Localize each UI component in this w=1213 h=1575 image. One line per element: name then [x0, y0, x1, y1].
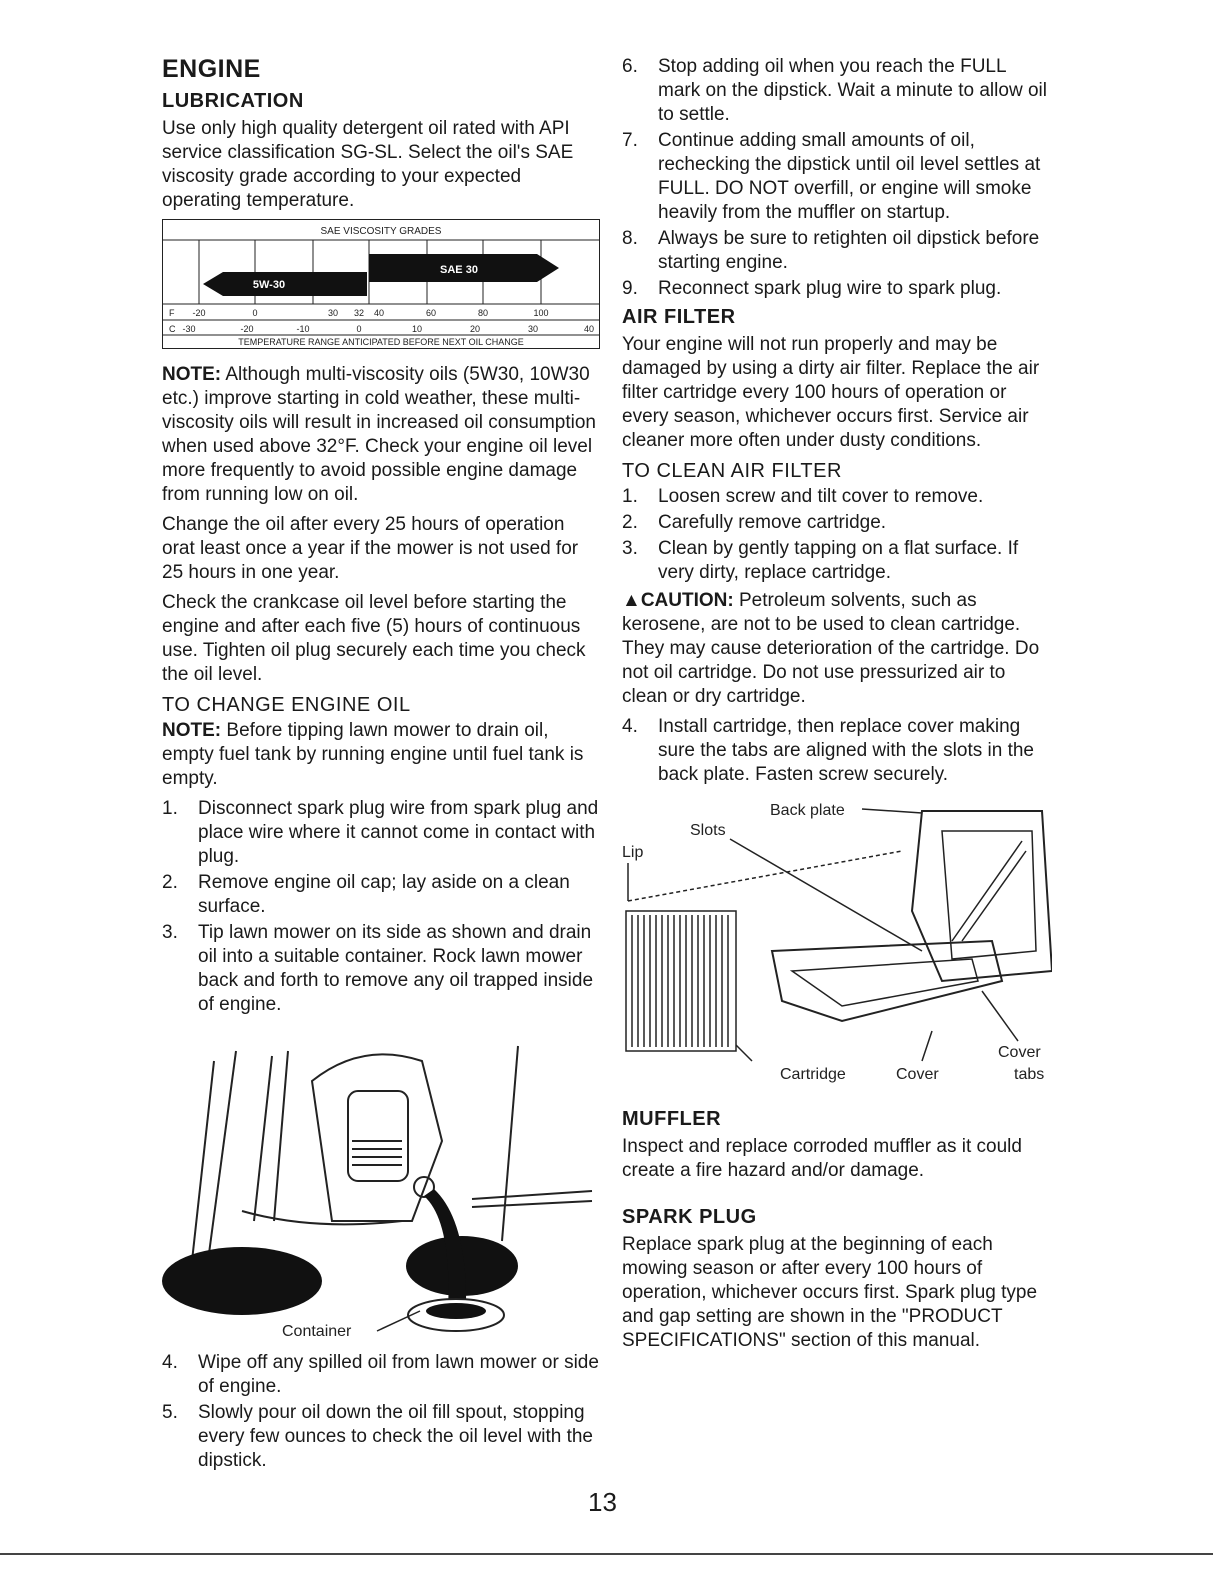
- f-tick-7: 100: [533, 308, 549, 318]
- c-tick-3: 0: [356, 324, 362, 334]
- f-tick-6: 80: [477, 308, 489, 318]
- para-change-oil: Change the oil after every 25 hours of operation orat least once a year if the mower is not used for 25 hours in one year.: [162, 514, 579, 583]
- c-tick-4: 10: [411, 324, 423, 334]
- list-item: 2. Carefully remove cartridge.: [622, 512, 887, 533]
- list-item: 4. Wipe off any spilled oil from lawn mower or side of engine.: [162, 1352, 599, 1397]
- caution-label: CAUTION:: [640, 590, 734, 611]
- lubrication-heading: LUBRICATION: [162, 90, 304, 112]
- change-oil-steps-1: [162, 797, 602, 1017]
- clean-air-filter-step-4: [622, 715, 1052, 787]
- c-tick-7: 40: [583, 324, 595, 334]
- lip-label: Lip: [622, 844, 644, 861]
- muffler-text: Inspect and replace corroded muffler as it could create a fire hazard and/or damage.: [622, 1136, 1022, 1181]
- chart-title: SAE VISCOSITY GRADES: [320, 226, 442, 237]
- note-text: Although multi-viscosity oils (5W30, 10W30 etc.) improve starting in cold weather, these multi-viscosity oils will result in increased oil consumption when used above 32°F. Check your engine oil level more frequently to avoid possible engine damage from running low on oil.: [162, 364, 597, 505]
- c-tick-2: -10: [296, 324, 310, 334]
- list-item: 2. Remove engine oil cap; lay aside on a clean surface.: [162, 872, 570, 917]
- warning-triangle-icon: ▲: [622, 590, 641, 611]
- page-number: 13: [588, 1487, 617, 1517]
- oil-drain-illustration: [162, 1021, 602, 1351]
- c-axis-label: C: [169, 324, 176, 334]
- spark-plug-heading: SPARK PLUG: [622, 1206, 757, 1228]
- note-label: NOTE:: [162, 720, 222, 741]
- right-column: [622, 55, 1052, 1359]
- spark-plug-text: Replace spark plug at the beginning of each mowing season or after every 100 hours of operation, whichever occurs first. Spark plug type and gap setting are shown in the "PRODUCT SPECIFICATIONS" section of this manual.: [622, 1234, 1038, 1351]
- list-item: 1. Disconnect spark plug wire from spark plug and place wire where it cannot come in contact with plug.: [162, 798, 599, 867]
- air-filter-heading: AIR FILTER: [622, 306, 736, 328]
- c-tick-1: -20: [240, 324, 254, 334]
- cover-label: Cover: [896, 1066, 939, 1083]
- back-plate-label: Back plate: [770, 802, 845, 819]
- list-item: 6. Stop adding oil when you reach the FULL mark on the dipstick. Wait a minute to allow oil to settle.: [622, 56, 1047, 125]
- list-item: 3. Clean by gently tapping on a flat surface. If very dirty, replace cartridge.: [622, 538, 1019, 583]
- change-oil-steps-2: [162, 1351, 602, 1473]
- container-label: Container: [282, 1323, 352, 1340]
- bottom-rule: [0, 1553, 1213, 1555]
- list-item: 4. Install cartridge, then replace cover making sure the tabs are aligned with the slots in the back plate. Fasten screw securely.: [622, 716, 1035, 785]
- clean-air-filter-heading: TO CLEAN AIR FILTER: [622, 460, 842, 482]
- sae30-label: SAE 30: [440, 264, 478, 276]
- left-column: [162, 55, 602, 1477]
- f-tick-0: -20: [192, 308, 206, 318]
- f-tick-3: 32: [353, 308, 365, 318]
- cartridge-label: Cartridge: [780, 1066, 846, 1083]
- change-oil-heading: TO CHANGE ENGINE OIL: [162, 694, 411, 716]
- list-item: 1. Loosen screw and tilt cover to remove.: [622, 486, 984, 507]
- cover-tabs-label-1: Cover: [998, 1044, 1041, 1061]
- caution-text: Petroleum solvents, such as kerosene, are not to be used to clean cartridge. They may cause deterioration of the cartridge. Do not oil cartridge. Do not use pressurized air to clean or dry cartridge.: [622, 590, 1040, 707]
- engine-title: ENGINE: [162, 55, 261, 83]
- change-oil-steps-3: [622, 55, 1052, 301]
- para-check-oil: Check the crankcase oil level before starting the engine and after each five (5) hours of continuous use. Tighten oil plug securely each time you check the oil level.: [162, 592, 586, 685]
- slots-label: Slots: [690, 822, 726, 839]
- note-label: NOTE:: [162, 364, 222, 385]
- list-item: 5. Slowly pour oil down the oil fill spout, stopping every few ounces to check the oil level with the dipstick.: [162, 1402, 593, 1471]
- air-filter-illustration: [622, 791, 1052, 1091]
- air-filter-intro: Your engine will not run properly and may be damaged by using a dirty air filter. Replace the air filter cartridge every 100 hours of operation or every season, whichever occurs first. Service air cleaner more often under dusty conditions.: [622, 334, 1040, 451]
- note-multi-viscosity: [162, 363, 602, 507]
- 5w30-label: 5W-30: [252, 279, 286, 291]
- cartridge-pleats: [626, 911, 736, 1051]
- f-tick-4: 40: [373, 308, 385, 318]
- muffler-heading: MUFFLER: [622, 1108, 722, 1130]
- lubrication-intro: Use only high quality detergent oil rated with API service classification SG-SL. Select the oil's SAE viscosity grade according to your expected operating temperature.: [162, 118, 574, 211]
- f-tick-5: 60: [425, 308, 437, 318]
- note-tipping: [162, 719, 602, 791]
- list-item: 3. Tip lawn mower on its side as shown and drain oil into a suitable container. Rock lawn mower back and forth to remove any oil trapped inside of engine.: [162, 922, 594, 1015]
- c-tick-5: 20: [469, 324, 481, 334]
- list-item: 9. Reconnect spark plug wire to spark plug.: [622, 278, 1002, 299]
- f-tick-2: 30: [327, 308, 339, 318]
- c-tick-0: -30: [182, 324, 196, 334]
- list-item: 8. Always be sure to retighten oil dipstick before starting engine.: [622, 228, 1040, 273]
- c-tick-6: 30: [527, 324, 539, 334]
- chart-footer: TEMPERATURE RANGE ANTICIPATED BEFORE NEXT OIL CHANGE: [238, 337, 524, 347]
- cover-tabs-label-2: tabs: [1014, 1066, 1045, 1083]
- f-axis-label: F: [169, 308, 175, 318]
- clean-air-filter-steps: [622, 485, 1052, 585]
- list-item: 7. Continue adding small amounts of oil, rechecking the dipstick until oil level settles at FULL. DO NOT overfill, or engine will smoke heavily from the muffler on startup.: [622, 130, 1041, 223]
- f-tick-1: 0: [252, 308, 258, 318]
- note-text: Before tipping lawn mower to drain oil, empty fuel tank by running engine until fuel tank is empty.: [162, 720, 584, 789]
- viscosity-chart: [162, 219, 600, 349]
- caution-paragraph: [622, 589, 1052, 709]
